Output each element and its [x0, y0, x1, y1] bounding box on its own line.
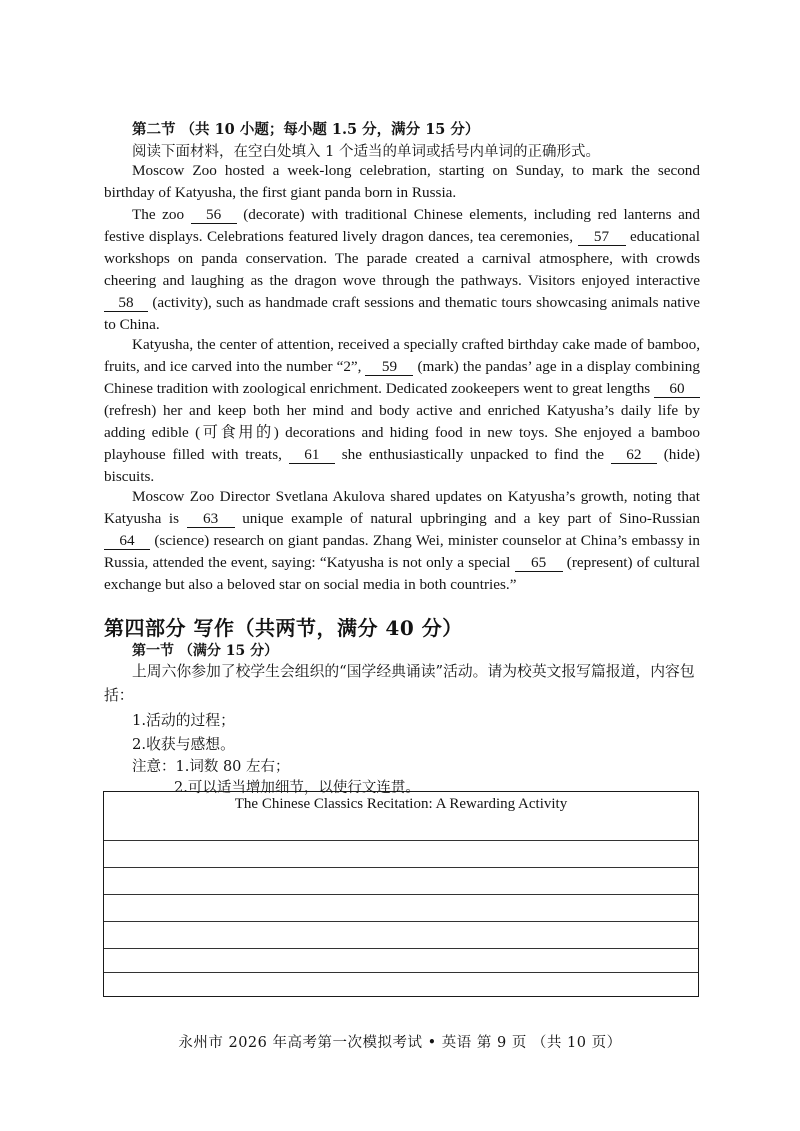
note-1: 注意：1.词数 80 左右； [132, 759, 290, 775]
blank-65: 65 [515, 554, 563, 572]
writing-line [104, 948, 698, 949]
writing-line [104, 867, 698, 868]
blank-58: 58 [104, 294, 148, 312]
passage-paragraph-2 [104, 204, 700, 336]
writing-line [104, 972, 698, 973]
blank-62: 62 [611, 446, 657, 464]
paragraph-text: Katyusha, the center of attention, received a specially crafted birthday cake made of bamboo, fruits, and ice carved into the number “2”, [104, 336, 700, 375]
section-instruction: 阅读下面材料，在空白处填入 1 个适当的单词或括号内单词的正确形式。 [132, 144, 600, 160]
paragraph-text: unique example of natural upbringing and a key part of Sino-Russian [234, 510, 701, 527]
blank-59: 59 [365, 358, 413, 376]
paragraph-text: Moscow Zoo hosted a week-long celebration, starting on Sunday, to mark the second birthday of Katyusha, the first giant panda born in Russia. [104, 162, 700, 201]
paragraph-text: educational workshops on panda conservation. The parade created a carnival atmosphere, with crowds cheering and laughing as the dragon wove through the pathways. Visitors enjoyed interactive [104, 228, 700, 289]
paragraph-text: (refresh) her and keep both her mind and body active and enriched Katyusha’s daily life by adding edible (可食用的) decorations and hiding food in new toys. She enjoyed a bamboo playhouse filled with treats, [104, 402, 700, 463]
paragraph-text: (decorate) with traditional Chinese elements, including red lanterns and festive displays. Celebrations featured lively dragon dances, tea ceremonies, [104, 206, 700, 245]
blank-56: 56 [191, 206, 237, 224]
passage-paragraph-3 [104, 334, 700, 488]
paragraph-text: (hide) biscuits. [104, 446, 700, 485]
blank-64: 64 [104, 532, 150, 550]
part-4-title: 第四部分 写作（共两节，满分 40 分） [104, 616, 463, 640]
writing-line [104, 921, 698, 922]
answer-box[interactable] [103, 791, 699, 997]
writing-line [104, 894, 698, 895]
blank-63: 63 [187, 510, 235, 528]
blank-61: 61 [289, 446, 335, 464]
writing-section-1-title: 第一节 （满分 15 分） [132, 643, 279, 659]
writing-line [104, 840, 698, 841]
paragraph-text: The zoo [132, 206, 191, 223]
passage-paragraph-1 [104, 160, 700, 204]
paragraph-text: (science) research on giant pandas. Zhang Wei, minister counselor at China’s embassy in Russia, attended the event, saying: “Katyusha is not only a special [104, 532, 700, 571]
blank-60: 60 [654, 380, 700, 398]
paragraph-text: (mark) the pandas’ age in a display combining Chinese tradition with zoological enrichment. Dedicated zookeepers went to great lengths [104, 358, 700, 397]
answer-box-title: The Chinese Classics Recitation: A Rewarding Activity [234, 796, 568, 812]
paragraph-text: she enthusiastically unpacked to find the [334, 446, 611, 463]
note-2: 2.可以适当增加细节，以使行文连贯。 [174, 780, 420, 796]
requirement-1: 1.活动的过程； [132, 712, 235, 729]
paragraph-text: Moscow Zoo Director Svetlana Akulova shared updates on Katyusha’s growth, noting that Katyusha is [104, 488, 700, 527]
writing-task: 上周六你参加了校学生会组织的“国学经典诵读”活动。请为校英文报写篇报道，内容包括： [104, 663, 695, 704]
requirement-2: 2.收获与感想。 [132, 736, 235, 753]
blank-57: 57 [578, 228, 626, 246]
section-title: 第二节 （共 10 小题；每小题 1.5 分，满分 15 分） [132, 121, 480, 138]
page-footer: 永州市 2026 年高考第一次模拟考试 • 英语 第 9 页 （共 10 页） [178, 1035, 622, 1051]
passage-paragraph-4 [104, 486, 700, 596]
paragraph-text: (represent) of cultural exchange but also a beloved star on social media in both countries.” [104, 554, 700, 593]
paragraph-text: (activity), such as handmade craft sessions and thematic tours showcasing animals native to China. [104, 294, 700, 333]
